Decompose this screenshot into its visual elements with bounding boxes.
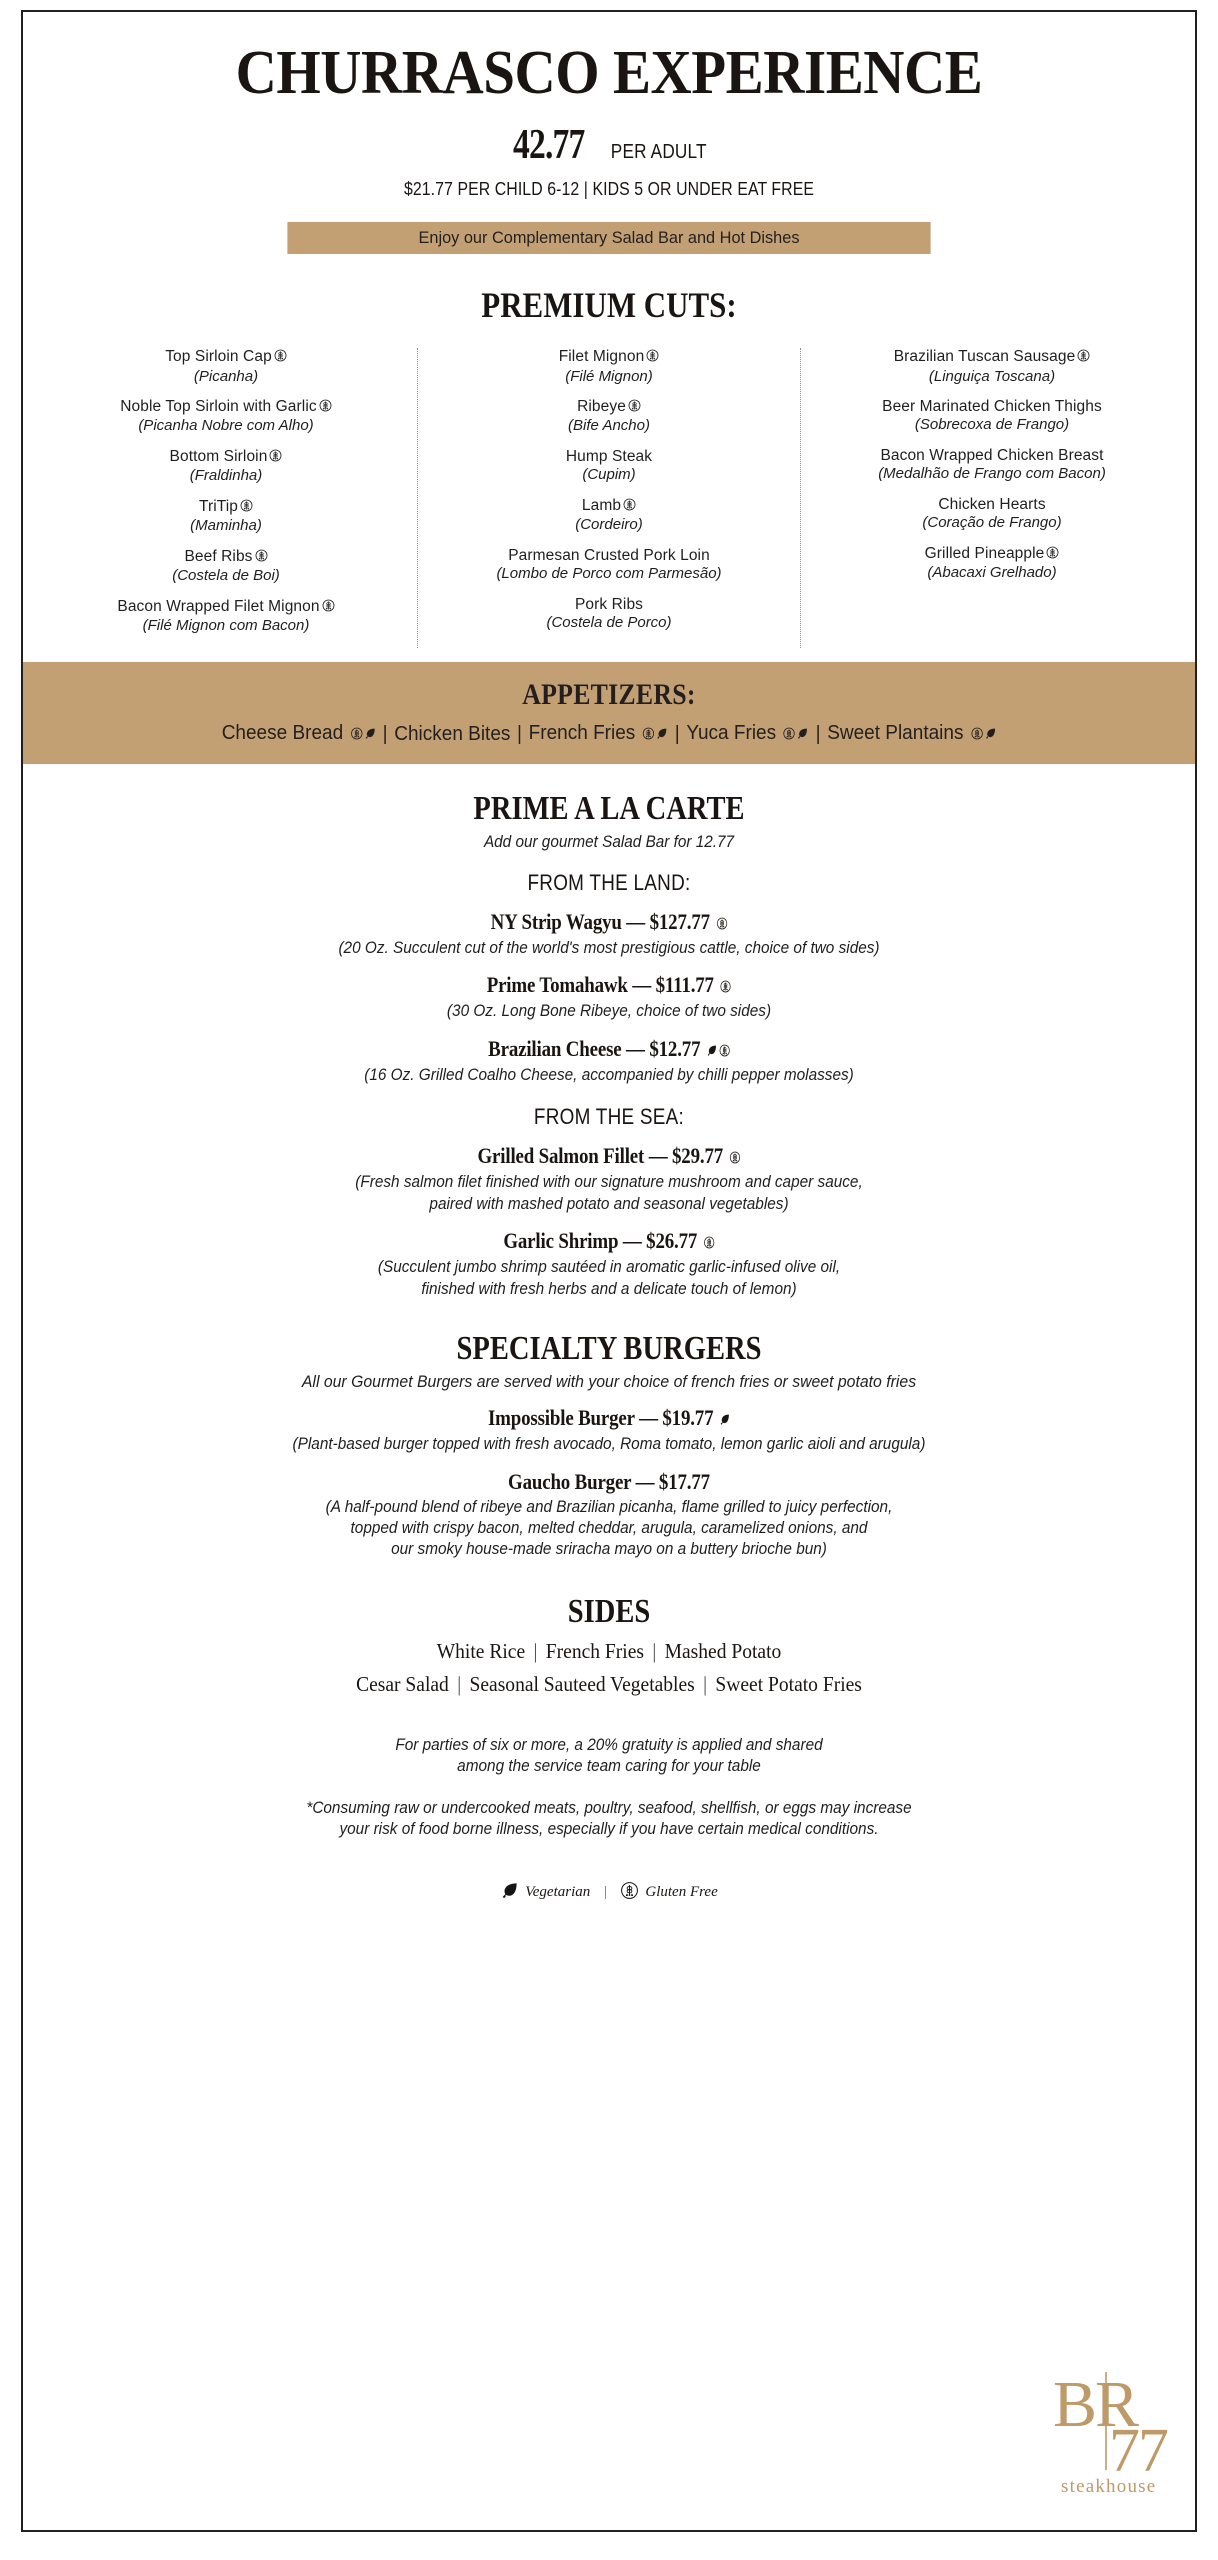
legend-glutenfree <box>620 1881 717 1905</box>
appetizer-item: Chicken Bites <box>394 722 511 745</box>
legend-separator: | <box>603 1884 608 1901</box>
br77-steakhouse-logo <box>1047 2370 1167 2500</box>
premium-cut-item <box>41 448 411 485</box>
gluten-free-icon <box>720 973 731 999</box>
premium-cut-name-en: Bacon Wrapped Filet Mignon <box>41 598 411 617</box>
svg-text:steakhouse: steakhouse <box>1061 2476 1157 2497</box>
appetizers-heading: APPETIZERS: <box>522 678 696 712</box>
premium-cut-name-en: Bottom Sirloin <box>41 448 411 467</box>
gluten-free-icon <box>783 723 795 746</box>
burger-item <box>63 1405 1155 1455</box>
premium-cut-name-pt: (Abacaxi Grelhado) <box>927 564 1057 582</box>
gluten-free-icon <box>642 723 654 746</box>
dish-description: (16 Oz. Grilled Coalho Cheese, accompanied by chilli pepper molasses) <box>364 1065 854 1084</box>
premium-cut-name-pt: (Costela de Boi) <box>172 567 280 585</box>
gluten-free-icon <box>703 1229 714 1255</box>
gluten-free-icon <box>269 449 282 467</box>
a-la-carte-group-label: FROM THE LAND: <box>527 870 691 896</box>
adult-price-unit: PER ADULT <box>610 141 707 164</box>
burger-description: (A half-pound blend of ribeye and Brazilian picanha, flame grilled to juicy perfection, topped with crispy bacon, melted cheddar, arugula, caramelized onions, and our smoky house-made sriracha mayo on a buttery brioche bun) <box>325 1497 893 1559</box>
premium-cut-item <box>807 447 1177 483</box>
appetizer-separator: | <box>382 722 388 745</box>
dish-name: Garlic Shrimp — $26.77 <box>139 1228 1078 1255</box>
premium-cuts-column-2 <box>417 348 801 648</box>
premium-cut-name-en: Filet Mignon <box>424 348 794 367</box>
premium-cut-name-pt: (Bife Ancho) <box>568 417 650 435</box>
sides-row-2 <box>101 1672 1117 1697</box>
premium-cut-name-pt: (Maminha) <box>190 517 262 535</box>
gluten-free-icon <box>729 1144 740 1170</box>
a-la-carte-dish <box>63 1143 1155 1215</box>
premium-cut-name-pt: (Cupim) <box>582 466 636 484</box>
menu-frame <box>21 10 1197 2532</box>
premium-cuts-column-3 <box>801 348 1183 648</box>
dietary-legend <box>83 1881 1135 1905</box>
premium-cut-name-en: Beer Marinated Chicken Thighs <box>882 398 1102 416</box>
sides-section <box>23 1593 1195 1697</box>
gluten-free-icon <box>274 349 287 367</box>
premium-cut-item <box>424 596 794 632</box>
side-item: Cesar Salad <box>356 1671 449 1696</box>
appetizers-list <box>62 722 1156 746</box>
gluten-free-icon <box>350 723 362 746</box>
vegetarian-leaf-icon <box>719 1406 730 1432</box>
appetizer-item: French Fries <box>529 722 668 746</box>
a-la-carte-dish <box>63 1228 1155 1300</box>
gluten-free-icon <box>716 910 727 936</box>
health-warning-note <box>120 1798 1098 1841</box>
premium-cut-name-en: Lamb <box>424 497 794 516</box>
gluten-free-icon <box>1046 546 1059 564</box>
burgers-section <box>23 1330 1195 1561</box>
dish-description: (30 Oz. Long Bone Ribeye, choice of two sides) <box>446 1002 772 1021</box>
premium-cut-name-pt: (Filé Mignon com Bacon) <box>142 617 310 635</box>
premium-cut-item <box>41 548 411 585</box>
price-row <box>23 121 1195 169</box>
gluten-free-icon <box>623 498 636 516</box>
burger-name: Gaucho Burger — $17.77 <box>508 1468 710 1494</box>
appetizer-separator: | <box>815 722 821 745</box>
vegetarian-leaf-icon <box>364 723 376 746</box>
premium-cut-name-pt: (Lombo de Porco com Parmesão) <box>496 565 722 583</box>
sides-row-1 <box>101 1639 1117 1664</box>
gluten-free-icon <box>319 399 332 417</box>
side-item: Mashed Potato <box>664 1638 782 1663</box>
premium-cut-name-pt: (Cordeiro) <box>575 516 643 534</box>
burger-name: Impossible Burger — $19.77 <box>139 1405 1078 1432</box>
premium-cut-name-en: Bacon Wrapped Chicken Breast <box>880 447 1104 465</box>
a-la-carte-section <box>23 790 1195 1300</box>
a-la-carte-dish <box>63 1036 1155 1086</box>
gluten-free-icon <box>255 549 268 567</box>
premium-cut-item <box>41 498 411 535</box>
premium-cut-item <box>424 497 794 534</box>
leaf-icon <box>500 1881 519 1905</box>
side-separator: | <box>652 1638 657 1663</box>
dish-name: NY Strip Wagyu — $127.77 <box>139 909 1078 936</box>
premium-cut-item <box>807 398 1177 434</box>
premium-cut-item <box>41 348 411 385</box>
vegetarian-leaf-icon <box>797 723 809 746</box>
premium-cut-item <box>424 448 794 484</box>
premium-cuts-column-1 <box>35 348 417 648</box>
dish-name: Prime Tomahawk — $111.77 <box>139 972 1078 999</box>
gluten-free-icon <box>719 1037 730 1063</box>
premium-cut-item <box>424 348 794 385</box>
premium-cut-name-en: Chicken Hearts <box>938 496 1046 514</box>
premium-cut-name-pt: (Filé Mignon) <box>565 367 653 385</box>
dish-name: Grilled Salmon Fillet — $29.77 <box>139 1143 1078 1170</box>
premium-cut-name-pt: (Picanha Nobre com Alho) <box>138 417 314 435</box>
a-la-carte-dish <box>63 972 1155 1022</box>
dish-description: (Succulent jumbo shrimp sautéed in aromatic garlic-infused olive oil, finished with fresh herbs and a delicate touch of lemon) <box>377 1258 841 1298</box>
side-separator: | <box>533 1638 538 1663</box>
premium-cut-item <box>807 545 1177 582</box>
a-la-carte-heading: PRIME A LA CARTE <box>473 790 745 828</box>
note-line: among the service team caring for your table <box>457 1757 761 1776</box>
svg-text:BR: BR <box>1053 2370 1138 2441</box>
dish-name: Brazilian Cheese — $12.77 <box>139 1036 1078 1063</box>
premium-cut-name-en: Hump Steak <box>565 448 653 466</box>
side-item: Sweet Potato Fries <box>715 1671 862 1696</box>
a-la-carte-group-label: FROM THE SEA: <box>533 1104 685 1130</box>
note-line: For parties of six or more, a 20% gratuity is applied and shared <box>395 1735 823 1754</box>
premium-cut-name-en: Top Sirloin Cap <box>41 348 411 367</box>
side-separator: | <box>457 1671 462 1696</box>
sides-heading: SIDES <box>567 1592 651 1630</box>
gluten-free-icon <box>240 499 253 517</box>
appetizer-item: Yuca Fries <box>686 722 809 746</box>
burger-description: (Plant-based burger topped with fresh avocado, Roma tomato, lemon garlic aioli and arugula) <box>292 1435 926 1454</box>
premium-cut-name-en: TriTip <box>41 498 411 517</box>
premium-cuts-heading: PREMIUM CUTS: <box>481 285 737 326</box>
premium-cut-name-en: Grilled Pineapple <box>807 545 1177 564</box>
salad-bar-banner: Enjoy our Complementary Salad Bar and Hot Dishes <box>287 222 930 254</box>
premium-cut-item <box>807 496 1177 532</box>
legend-glutenfree-label: Gluten Free <box>645 1884 718 1901</box>
adult-price: 42.77 <box>512 122 585 169</box>
a-la-carte-dish <box>63 909 1155 959</box>
legend-vegetarian <box>500 1881 590 1905</box>
gluten-free-icon <box>646 349 659 367</box>
footer-section <box>23 1735 1195 1905</box>
premium-cut-item <box>424 547 794 583</box>
note-line: your risk of food borne illness, especially if you have certain medical conditions. <box>339 1820 879 1839</box>
gluten-free-icon <box>322 599 335 617</box>
vegetarian-leaf-icon <box>984 723 996 746</box>
svg-text:77: 77 <box>1109 2417 1167 2485</box>
gluten-free-icon <box>628 399 641 417</box>
gratuity-note <box>120 1735 1098 1778</box>
premium-cut-item <box>41 598 411 635</box>
side-separator: | <box>703 1671 708 1696</box>
dish-description: (20 Oz. Succulent cut of the world's most prestigious cattle, choice of two sides) <box>338 939 880 958</box>
gluten-free-icon <box>1077 349 1090 367</box>
premium-cut-name-en: Brazilian Tuscan Sausage <box>807 348 1177 367</box>
a-la-carte-subtitle: Add our gourmet Salad Bar for 12.77 <box>483 832 735 852</box>
vegetarian-leaf-icon <box>656 723 668 746</box>
premium-cut-name-pt: (Picanha) <box>193 367 259 385</box>
appetizer-item: Cheese Bread <box>222 722 376 746</box>
burgers-heading: SPECIALTY BURGERS <box>456 1330 762 1368</box>
vegetarian-leaf-icon <box>706 1037 717 1063</box>
premium-cut-name-en: Parmesan Crusted Pork Loin <box>508 547 710 565</box>
a-la-carte-groups <box>63 870 1155 1300</box>
appetizer-separator: | <box>674 722 680 745</box>
premium-cut-name-pt: (Coração de Frango) <box>922 514 1062 532</box>
premium-cut-item <box>807 348 1177 385</box>
child-price-note: $21.77 PER CHILD 6-12 | KIDS 5 OR UNDER EAT FREE <box>403 179 815 200</box>
premium-cut-name-en: Pork Ribs <box>574 596 644 614</box>
note-line: *Consuming raw or undercooked meats, poultry, seafood, shellfish, or eggs may increase <box>306 1798 912 1817</box>
premium-cut-name-pt: (Linguiça Toscana) <box>928 367 1056 385</box>
hero-header <box>23 12 1195 254</box>
premium-cut-name-en: Ribeye <box>424 398 794 417</box>
dish-description: (Fresh salmon filet finished with our signature mushroom and caper sauce, paired with mashed potato and seasonal vegetables) <box>355 1173 863 1213</box>
side-item: French Fries <box>545 1638 644 1663</box>
burgers-subtitle: All our Gourmet Burgers are served with your choice of french fries or sweet potato fries <box>301 1372 917 1392</box>
side-item: White Rice <box>436 1638 526 1663</box>
burger-item <box>63 1469 1155 1561</box>
premium-cut-name-en: Beef Ribs <box>41 548 411 567</box>
premium-cut-name-en: Noble Top Sirloin with Garlic <box>41 398 411 417</box>
appetizer-item: Sweet Plantains <box>827 722 996 746</box>
premium-cut-item <box>41 398 411 435</box>
appetizers-section <box>23 662 1195 764</box>
wheat-circle-icon <box>620 1881 639 1905</box>
premium-cut-name-pt: (Sobrecoxa de Frango) <box>914 416 1070 434</box>
legend-vegetarian-label: Vegetarian <box>525 1884 591 1901</box>
burgers-list <box>63 1405 1155 1561</box>
gluten-free-icon <box>971 723 983 746</box>
premium-cut-name-pt: (Costela de Porco) <box>546 614 672 632</box>
premium-cuts-grid <box>23 348 1195 648</box>
premium-cut-name-pt: (Medalhão de Frango com Bacon) <box>878 465 1106 483</box>
appetizer-separator: | <box>517 722 523 745</box>
side-item: Seasonal Sauteed Vegetables <box>469 1671 695 1696</box>
premium-cut-item <box>424 398 794 435</box>
premium-cut-name-pt: (Fraldinha) <box>189 467 263 485</box>
page-title: CHURRASCO EXPERIENCE <box>235 39 983 107</box>
